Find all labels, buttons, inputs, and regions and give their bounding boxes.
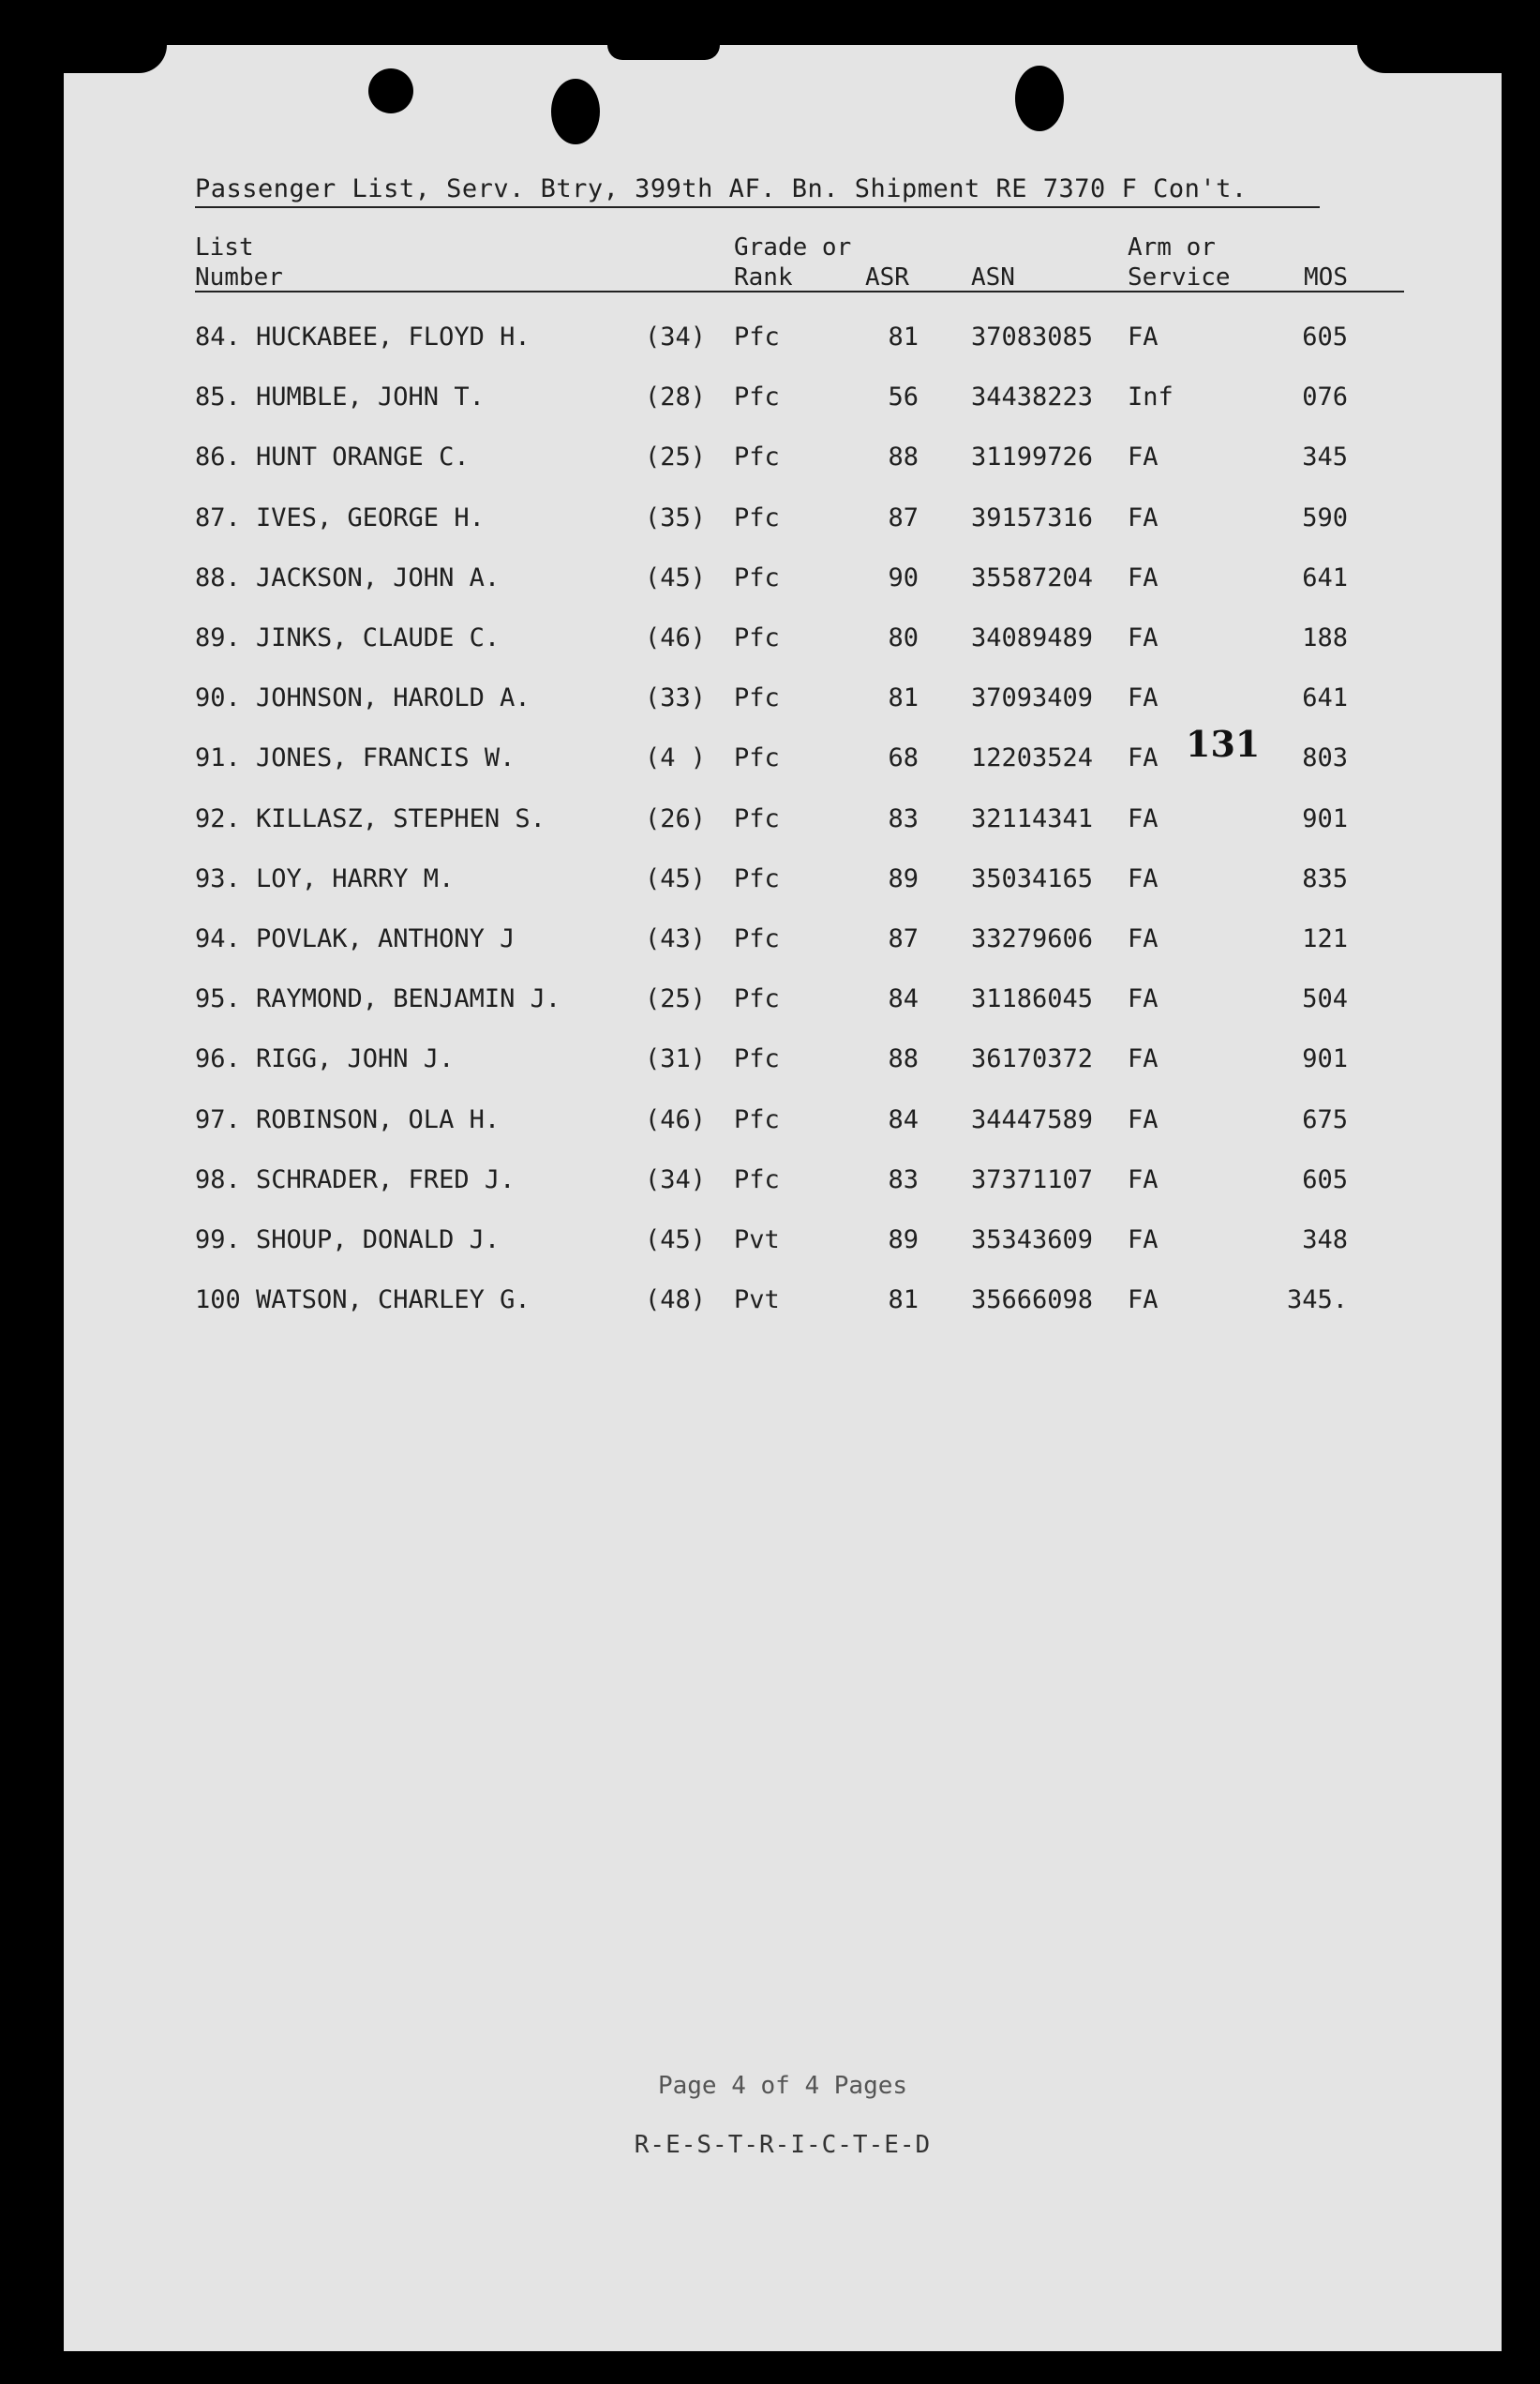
header-underline xyxy=(195,291,1404,292)
cell-name: HUNT ORANGE C. xyxy=(256,442,470,472)
cell-asn: 33279606 xyxy=(971,924,1094,953)
cell-rank: Pvt xyxy=(734,1225,780,1254)
cell-rank: Pfc xyxy=(734,1104,780,1134)
cell-age: (35) xyxy=(645,502,707,532)
cell-asn: 35587204 xyxy=(971,562,1094,592)
punch-hole-left xyxy=(368,68,413,113)
cell-rank: Pfc xyxy=(734,442,780,472)
classification-marking: R-E-S-T-R-I-C-T-E-D xyxy=(634,2131,932,2159)
cell-rank: Pfc xyxy=(734,924,780,953)
cell-num: 92. xyxy=(195,803,241,833)
document-title: Passenger List, Serv. Btry, 399th AF. Bn. Shipment RE 7370 F Con't. xyxy=(195,174,1320,208)
table-row xyxy=(64,620,1502,657)
cell-asn: 37093409 xyxy=(971,683,1094,713)
header-grade-rank: Grade or Rank xyxy=(734,233,852,292)
cell-arm: FA xyxy=(1128,1285,1159,1315)
header-asn: ASN xyxy=(971,263,1015,292)
cell-num: 87. xyxy=(195,502,241,532)
table-row xyxy=(64,680,1502,717)
table-row xyxy=(64,1102,1502,1139)
cell-age: (46) xyxy=(645,623,707,652)
cell-arm: FA xyxy=(1128,1164,1159,1194)
cell-name: JACKSON, JOHN A. xyxy=(256,562,501,592)
cell-asr: 88 xyxy=(888,442,919,472)
cell-name: JINKS, CLAUDE C. xyxy=(256,623,501,652)
table-row xyxy=(64,319,1502,356)
cell-asn: 31199726 xyxy=(971,442,1094,472)
cell-arm: FA xyxy=(1128,562,1159,592)
cell-mos: 675 xyxy=(1302,1104,1348,1134)
table-row xyxy=(64,861,1502,898)
cell-arm: FA xyxy=(1128,1044,1159,1074)
cell-mos: 803 xyxy=(1302,743,1348,773)
cell-name: JONES, FRANCIS W. xyxy=(256,743,516,773)
cell-rank: Pfc xyxy=(734,683,780,713)
cell-rank: Pfc xyxy=(734,623,780,652)
punch-hole-center xyxy=(551,79,600,144)
cell-asr: 83 xyxy=(888,1164,919,1194)
cell-asn: 34447589 xyxy=(971,1104,1094,1134)
cell-arm: FA xyxy=(1128,743,1159,773)
cell-arm: FA xyxy=(1128,683,1159,713)
cell-rank: Pfc xyxy=(734,322,780,352)
cell-asr: 81 xyxy=(888,1285,919,1315)
cell-age: (34) xyxy=(645,322,707,352)
torn-edge-mid xyxy=(607,45,720,60)
cell-arm: FA xyxy=(1128,442,1159,472)
table-row xyxy=(64,921,1502,958)
cell-asn: 39157316 xyxy=(971,502,1094,532)
cell-asr: 90 xyxy=(888,562,919,592)
cell-asr: 84 xyxy=(888,984,919,1014)
cell-num: 95. xyxy=(195,984,241,1014)
cell-num: 93. xyxy=(195,863,241,893)
cell-asr: 84 xyxy=(888,1104,919,1134)
cell-num: 88. xyxy=(195,562,241,592)
table-row xyxy=(64,500,1502,537)
cell-mos: 590 xyxy=(1302,502,1348,532)
cell-asr: 81 xyxy=(888,322,919,352)
cell-rank: Pfc xyxy=(734,382,780,412)
cell-asr: 81 xyxy=(888,683,919,713)
cell-rank: Pvt xyxy=(734,1285,780,1315)
cell-asn: 37371107 xyxy=(971,1164,1094,1194)
cell-mos: 901 xyxy=(1302,803,1348,833)
cell-asr: 89 xyxy=(888,1225,919,1254)
cell-asn: 37083085 xyxy=(971,322,1094,352)
cell-asn: 35666098 xyxy=(971,1285,1094,1315)
cell-mos: 345 xyxy=(1302,442,1348,472)
cell-mos: 641 xyxy=(1302,562,1348,592)
cell-asr: 56 xyxy=(888,382,919,412)
torn-edge-left xyxy=(64,45,167,73)
cell-name: HUCKABEE, FLOYD H. xyxy=(256,322,531,352)
cell-name: RAYMOND, BENJAMIN J. xyxy=(256,984,561,1014)
cell-rank: Pfc xyxy=(734,1164,780,1194)
cell-name: IVES, GEORGE H. xyxy=(256,502,485,532)
header-list-number: List Number xyxy=(195,233,283,292)
cell-asn: 32114341 xyxy=(971,803,1094,833)
cell-name: LOY, HARRY M. xyxy=(256,863,455,893)
cell-name: POVLAK, ANTHONY J xyxy=(256,924,516,953)
cell-asn: 34438223 xyxy=(971,382,1094,412)
table-row xyxy=(64,981,1502,1018)
table-row xyxy=(64,1041,1502,1078)
cell-asn: 35034165 xyxy=(971,863,1094,893)
table-row xyxy=(64,439,1502,476)
cell-num: 97. xyxy=(195,1104,241,1134)
cell-arm: FA xyxy=(1128,984,1159,1014)
cell-asn: 35343609 xyxy=(971,1225,1094,1254)
table-row xyxy=(64,801,1502,838)
cell-rank: Pfc xyxy=(734,863,780,893)
table-row xyxy=(64,1222,1502,1259)
cell-name: WATSON, CHARLEY G. xyxy=(256,1285,531,1315)
cell-num: 99. xyxy=(195,1225,241,1254)
cell-asr: 88 xyxy=(888,1044,919,1074)
cell-name: KILLASZ, STEPHEN S. xyxy=(256,803,546,833)
cell-name: RIGG, JOHN J. xyxy=(256,1044,455,1074)
cell-num: 90. xyxy=(195,683,241,713)
cell-num: 86. xyxy=(195,442,241,472)
cell-arm: FA xyxy=(1128,863,1159,893)
document-page xyxy=(64,45,1502,2351)
cell-asr: 87 xyxy=(888,502,919,532)
cell-age: (45) xyxy=(645,1225,707,1254)
page-number-stamp: 131 xyxy=(1186,723,1261,765)
page-footer-count: Page 4 of 4 Pages xyxy=(657,2072,908,2100)
cell-mos: 188 xyxy=(1302,623,1348,652)
cell-name: ROBINSON, OLA H. xyxy=(256,1104,501,1134)
cell-mos: 901 xyxy=(1302,1044,1348,1074)
cell-name: HUMBLE, JOHN T. xyxy=(256,382,485,412)
cell-num: 84. xyxy=(195,322,241,352)
cell-age: (25) xyxy=(645,442,707,472)
cell-mos: 345. xyxy=(1286,1285,1348,1315)
punch-hole-right xyxy=(1015,66,1064,131)
header-arm-service: Arm or Service xyxy=(1128,233,1231,292)
cell-mos: 076 xyxy=(1302,382,1348,412)
table-row xyxy=(64,1282,1502,1319)
cell-asr: 68 xyxy=(888,743,919,773)
cell-rank: Pfc xyxy=(734,984,780,1014)
cell-rank: Pfc xyxy=(734,803,780,833)
cell-rank: Pfc xyxy=(734,502,780,532)
cell-asn: 34089489 xyxy=(971,623,1094,652)
cell-asr: 87 xyxy=(888,924,919,953)
cell-num: 94. xyxy=(195,924,241,953)
cell-arm: FA xyxy=(1128,1104,1159,1134)
cell-num: 100 xyxy=(195,1285,241,1315)
cell-age: (26) xyxy=(645,803,707,833)
table-row xyxy=(64,1162,1502,1199)
cell-age: (4 ) xyxy=(645,743,707,773)
header-asr: ASR xyxy=(865,263,909,292)
header-mos: MOS xyxy=(1304,263,1348,292)
cell-num: 98. xyxy=(195,1164,241,1194)
cell-name: SHOUP, DONALD J. xyxy=(256,1225,501,1254)
cell-mos: 605 xyxy=(1302,1164,1348,1194)
cell-arm: FA xyxy=(1128,322,1159,352)
cell-mos: 641 xyxy=(1302,683,1348,713)
cell-mos: 348 xyxy=(1302,1225,1348,1254)
cell-age: (48) xyxy=(645,1285,707,1315)
cell-arm: FA xyxy=(1128,924,1159,953)
cell-arm: FA xyxy=(1128,623,1159,652)
cell-mos: 835 xyxy=(1302,863,1348,893)
cell-age: (25) xyxy=(645,984,707,1014)
cell-mos: 121 xyxy=(1302,924,1348,953)
cell-age: (34) xyxy=(645,1164,707,1194)
cell-asr: 89 xyxy=(888,863,919,893)
cell-asn: 31186045 xyxy=(971,984,1094,1014)
cell-age: (43) xyxy=(645,924,707,953)
torn-edge-right xyxy=(1357,45,1502,73)
cell-age: (45) xyxy=(645,863,707,893)
cell-age: (31) xyxy=(645,1044,707,1074)
cell-num: 89. xyxy=(195,623,241,652)
cell-asn: 12203524 xyxy=(971,743,1094,773)
cell-rank: Pfc xyxy=(734,562,780,592)
cell-asn: 36170372 xyxy=(971,1044,1094,1074)
table-row xyxy=(64,379,1502,416)
cell-age: (28) xyxy=(645,382,707,412)
cell-num: 91. xyxy=(195,743,241,773)
cell-age: (33) xyxy=(645,683,707,713)
table-row xyxy=(64,740,1502,777)
cell-rank: Pfc xyxy=(734,1044,780,1074)
cell-arm: FA xyxy=(1128,502,1159,532)
cell-age: (45) xyxy=(645,562,707,592)
cell-mos: 605 xyxy=(1302,322,1348,352)
cell-mos: 504 xyxy=(1302,984,1348,1014)
cell-num: 85. xyxy=(195,382,241,412)
cell-rank: Pfc xyxy=(734,743,780,773)
table-row xyxy=(64,560,1502,597)
cell-age: (46) xyxy=(645,1104,707,1134)
cell-name: JOHNSON, HAROLD A. xyxy=(256,683,531,713)
cell-arm: Inf xyxy=(1128,382,1174,412)
cell-asr: 83 xyxy=(888,803,919,833)
cell-name: SCHRADER, FRED J. xyxy=(256,1164,516,1194)
cell-arm: FA xyxy=(1128,803,1159,833)
cell-num: 96. xyxy=(195,1044,241,1074)
cell-arm: FA xyxy=(1128,1225,1159,1254)
cell-asr: 80 xyxy=(888,623,919,652)
